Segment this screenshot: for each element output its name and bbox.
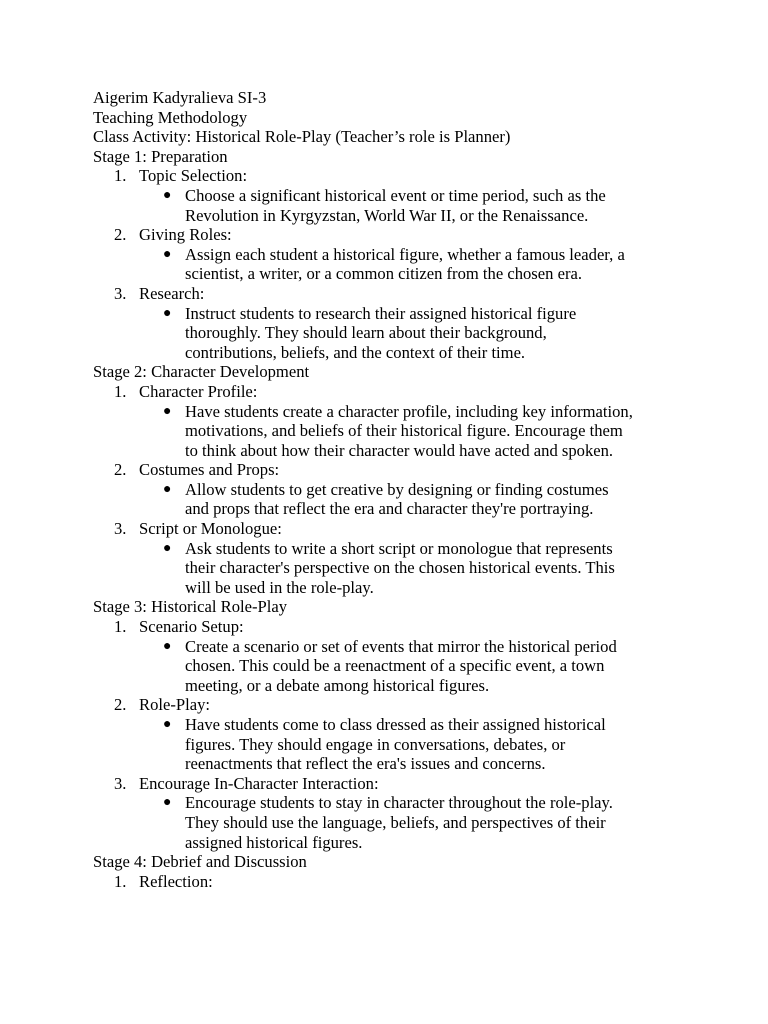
bullet-dot-icon: ● (163, 305, 172, 321)
bullet-point (93, 186, 693, 225)
bullet-text-line: will be used in the role-play. (185, 577, 374, 597)
item-label: Character Profile: (139, 381, 258, 401)
bullet-point (93, 402, 693, 461)
item-number: 3. (114, 283, 127, 303)
bullet-text-line: Create a scenario or set of events that mirror the historical period (185, 636, 617, 656)
item-number: 1. (114, 871, 127, 891)
numbered-item (93, 519, 693, 539)
item-label: Research: (139, 283, 205, 303)
bullet-text-line: to think about how their character would have acted and spoken. (185, 440, 614, 460)
numbered-item (93, 284, 693, 304)
numbered-item (93, 382, 693, 402)
bullet-text-line: Have students create a character profile, including key information, (185, 401, 633, 421)
document-page (93, 88, 693, 891)
bullet-text-line: meeting, or a debate among historical figures. (185, 675, 490, 695)
bullet-dot-icon: ● (163, 540, 172, 556)
item-label: Encourage In-Character Interaction: (139, 773, 379, 793)
item-label: Reflection: (139, 871, 213, 891)
course-line: Teaching Methodology (93, 107, 248, 127)
stage-heading: Stage 4: Debrief and Discussion (93, 852, 307, 872)
bullet-text-line: Have students come to class dressed as their assigned historical (185, 715, 606, 734)
bullet-dot-icon: ● (163, 187, 172, 203)
item-label: Topic Selection: (139, 166, 248, 186)
bullet-point (93, 539, 693, 598)
stage-heading: Stage 2: Character Development (93, 362, 310, 382)
bullet-dot-icon: ● (163, 403, 172, 419)
bullet-text-line: assigned historical figures. (185, 832, 363, 852)
bullet-dot-icon: ● (163, 795, 172, 811)
bullet-dot-icon: ● (163, 717, 172, 732)
bullet-point (93, 793, 693, 852)
bullet-dot-icon: ● (163, 246, 172, 262)
bullet-text-line: contributions, beliefs, and the context of their time. (185, 342, 526, 362)
stage-heading: Stage 1: Preparation (93, 146, 228, 166)
item-number: 1. (114, 617, 127, 637)
bullet-point (93, 304, 693, 363)
activity-line: Class Activity: Historical Role-Play (Teacher’s role is Planner) (93, 127, 511, 147)
numbered-item (93, 695, 693, 715)
bullet-point (93, 715, 693, 774)
numbered-item (93, 225, 693, 245)
bullet-text-line: Assign each student a historical figure, whether a famous leader, a (185, 244, 625, 264)
bullet-text-line: Revolution in Kyrgyzstan, World War II, or the Renaissance. (185, 205, 589, 225)
bullet-text-line: scientist, a writer, or a common citizen from the chosen era. (185, 264, 582, 284)
bullet-dot-icon: ● (163, 638, 172, 654)
numbered-item (93, 774, 693, 794)
bullet-text-line: Ask students to write a short script or monologue that represents (185, 538, 613, 558)
bullet-text-line: Instruct students to research their assigned historical figure (185, 303, 577, 323)
bullet-point (93, 245, 693, 284)
numbered-item (93, 166, 693, 186)
bullet-text-line: figures. They should engage in conversations, debates, or (185, 734, 566, 754)
item-number: 2. (114, 460, 127, 480)
bullet-text-line: They should use the language, beliefs, and perspectives of their (185, 812, 606, 832)
bullet-text-line: motivations, and beliefs of their historical figure. Encourage them (185, 421, 623, 441)
bullet-point (93, 480, 693, 519)
bullet-text-line: Allow students to get creative by designing or finding costumes (185, 479, 609, 499)
stage-heading: Stage 3: Historical Role-Play (93, 597, 288, 617)
numbered-item (93, 617, 693, 637)
item-label: Costumes and Props: (139, 460, 280, 480)
item-number: 2. (114, 695, 127, 715)
numbered-item (93, 872, 693, 892)
item-label: Script or Monologue: (139, 519, 282, 539)
item-number: 3. (114, 519, 127, 539)
author-line: Aigerim Kadyralieva SI-3 (93, 88, 267, 107)
bullet-dot-icon: ● (163, 481, 172, 497)
bullet-text-line: thoroughly. They should learn about their background, (185, 323, 547, 343)
bullet-text-line: and props that reflect the era and character they're portraying. (185, 499, 594, 519)
bullet-point (93, 637, 693, 696)
item-label: Scenario Setup: (139, 617, 244, 637)
item-number: 3. (114, 773, 127, 793)
item-label: Role-Play: (139, 695, 210, 715)
bullet-text-line: chosen. This could be a reenactment of a specific event, a town (185, 656, 605, 676)
item-number: 2. (114, 225, 127, 245)
bullet-text-line: Encourage students to stay in character throughout the role-play. (185, 793, 613, 813)
bullet-text-line: their character's perspective on the chosen historical events. This (185, 558, 615, 578)
item-number: 1. (114, 166, 127, 186)
numbered-item (93, 460, 693, 480)
bullet-text-line: Choose a significant historical event or time period, such as the (185, 185, 606, 205)
item-number: 1. (114, 381, 127, 401)
bullet-text-line: reenactments that reflect the era's issues and concerns. (185, 754, 546, 774)
item-label: Giving Roles: (139, 225, 232, 245)
stages-list (93, 147, 693, 892)
